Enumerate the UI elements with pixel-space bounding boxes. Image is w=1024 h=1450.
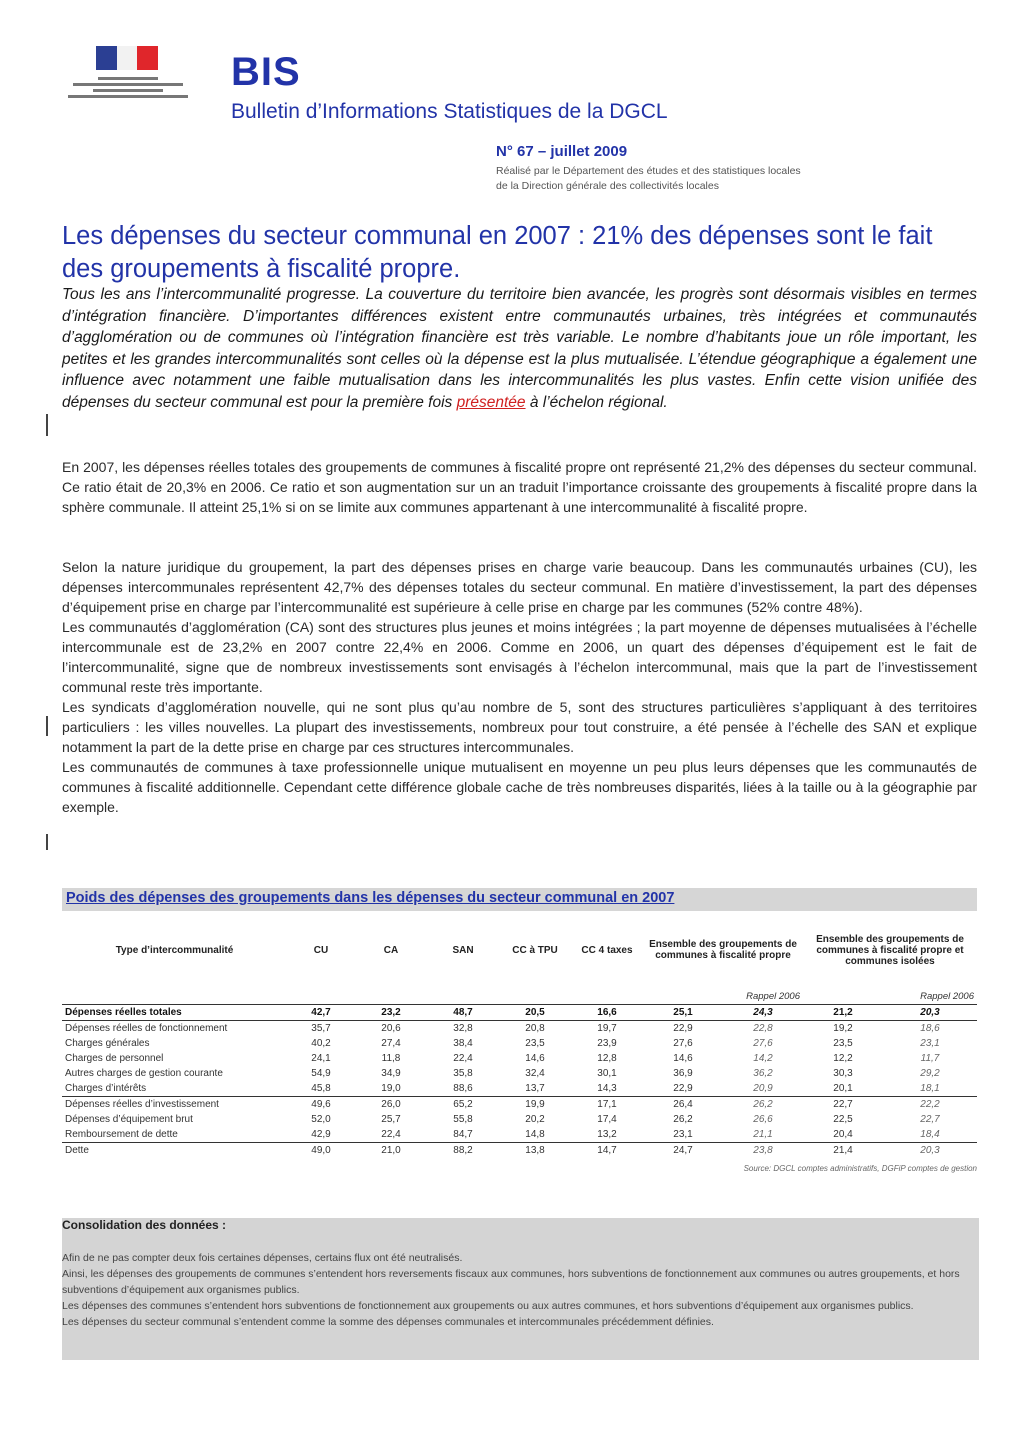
table-cell: 23,9 <box>597 1038 617 1049</box>
consolidation-line: Afin de ne pas compter deux fois certaines dépenses, certains flux ont été neutralisés. <box>62 1252 463 1264</box>
table-cell: 22,8 <box>753 1023 773 1034</box>
table-cell: 20,3 <box>920 1145 940 1156</box>
table-cell: 23,1 <box>920 1038 940 1049</box>
table-cell: 12,2 <box>833 1053 853 1064</box>
row-label: Dépenses réelles d’investissement <box>65 1099 219 1110</box>
consolidation-title: Consolidation des données : <box>62 1218 227 1232</box>
paragraph-group <box>62 557 977 817</box>
table-cell: 25,1 <box>643 1005 723 1021</box>
revision-bar <box>46 716 48 736</box>
row-label: Remboursement de dette <box>62 1127 287 1143</box>
table-cell: 13,8 <box>525 1145 545 1156</box>
table-cell: 26,0 <box>381 1099 401 1110</box>
table-cell: 20,4 <box>803 1127 883 1143</box>
table-cell: 55,8 <box>453 1114 473 1125</box>
revision-bar <box>46 414 48 436</box>
col-header-ca: CA <box>383 944 399 956</box>
table-cell: 23,1 <box>643 1127 723 1143</box>
table-cell: 17,1 <box>597 1099 617 1110</box>
table-cell: 42,7 <box>287 1005 355 1021</box>
table-cell: 21,2 <box>803 1005 883 1021</box>
table-cell: 20,3 <box>883 1005 977 1021</box>
table-row <box>62 1097 977 1113</box>
lead-text: Tous les ans l’intercommunalité progresse. La couverture du territoire bien avancée, les progrès sont désormais visibles en termes d’intégration financière. D’importantes différences existent entre communautés urbaines, très intégrées et communautés d’agglomération ou de communes où l’intégration financière est très variable. Le nombre d’habitants joue un rôle important, les petites et les grandes intercommunalités sont celles où la dépense est la plus mutualisée. L’étendue géographique a également une influence avec notamment une faible mutualisation dans les intercommunalités les plus vastes. Enfin cette vision unifiée des dépenses du secteur communal est pour la première fois <box>62 286 977 411</box>
data-table <box>62 911 977 1158</box>
row-label: Dette <box>65 1145 89 1156</box>
paragraph: Les syndicats d’agglomération nouvelle, qui ne sont plus qu’au nombre de 5, sont des structures particulières s’appliquant à des territoires particuliers : les villes nouvelles. La plupart des investissements, nombreux pour tout construire, a été pensée à l’échelle des SAN et explique notamment la part de la dette prise en charge par ces structures intercommunales. <box>62 699 977 755</box>
table-title: Poids des dépenses des groupements dans les dépenses du secteur communal en 2007 <box>62 888 977 911</box>
table-cell: 22,7 <box>833 1099 853 1110</box>
consolidation-body <box>62 1250 977 1330</box>
table-cell: 40,2 <box>311 1038 331 1049</box>
table-cell: 35,8 <box>453 1068 473 1079</box>
french-flag-icon <box>96 46 158 70</box>
table-cell: 23,2 <box>355 1005 427 1021</box>
table-cell: 27,4 <box>381 1038 401 1049</box>
table-row <box>62 1127 977 1143</box>
table-cell: 11,7 <box>920 1053 940 1064</box>
table-cell: 22,9 <box>643 1081 723 1097</box>
table-cell: 14,3 <box>571 1081 643 1097</box>
table-cell: 19,7 <box>597 1023 617 1034</box>
table-cell: 20,5 <box>499 1005 571 1021</box>
col-header-ensemble-groupements: Ensemble des groupements de communes à fiscalité propre <box>649 939 797 961</box>
table-cell: 26,2 <box>673 1114 693 1125</box>
col-header-type: Type d’intercommunalité <box>115 944 234 956</box>
table-cell: 22,9 <box>673 1023 693 1034</box>
paragraph: Selon la nature juridique du groupement, la part des dépenses prises en charge varie beaucoup. Dans les communautés urbaines (CU), les dépenses intercommunales représentent 42,7% des dépenses totales du secteur communal. En matière d’investissement, la part des dépenses d’équipement prise en charge par l’intercommunalité est supérieure à celle prise en charge par les communes (52% contre 48%). <box>62 559 977 615</box>
col-header-cctpu: CC à TPU <box>512 944 558 956</box>
table-cell: 52,0 <box>311 1114 331 1125</box>
table-row <box>62 1036 977 1051</box>
issue-number: N° 67 – juillet 2009 <box>496 143 628 160</box>
col-header-ensemble-secteur: Ensemble des groupements de communes à fiscalité propre et communes isolées <box>816 933 964 967</box>
consolidation-line: Les dépenses du secteur communal s’entendent comme la somme des dépenses communales et intercommunales précédemment définies. <box>62 1316 714 1328</box>
table-cell: 21,1 <box>723 1127 803 1143</box>
table-row <box>62 1143 977 1159</box>
table-cell: 12,8 <box>597 1053 617 1064</box>
table-cell: 30,3 <box>833 1068 853 1079</box>
table-cell: 16,6 <box>571 1005 643 1021</box>
table-cell: 24,3 <box>723 1005 803 1021</box>
rappel-label: Rappel 2006 <box>920 991 974 1002</box>
consolidation-line: Ainsi, les dépenses des groupements de communes s’entendent hors reversements fiscaux aux communes, hors subventions de fonctionnement aux communes ou autres groupements, et hors subventions d’équipement aux organismes publics. <box>62 1268 960 1296</box>
issue-note-line: Réalisé par le Département des études et des statistiques locales <box>496 165 801 177</box>
table-cell: 13,2 <box>571 1127 643 1143</box>
table-cell: 21,4 <box>833 1145 853 1156</box>
table-row <box>62 1081 977 1097</box>
table-cell: 19,0 <box>355 1081 427 1097</box>
table-cell: 49,0 <box>311 1145 331 1156</box>
table-cell: 14,7 <box>597 1145 617 1156</box>
table-cell: 14,6 <box>673 1053 693 1064</box>
table-cell: 20,6 <box>381 1023 401 1034</box>
table-row <box>62 1005 977 1021</box>
ministere-logo <box>58 44 198 114</box>
table-cell: 29,2 <box>920 1068 940 1079</box>
table-cell: 27,6 <box>673 1038 693 1049</box>
table-cell: 22,4 <box>453 1053 473 1064</box>
table-cell: 21,0 <box>381 1145 401 1156</box>
table-cell: 24,7 <box>673 1145 693 1156</box>
table-cell: 34,9 <box>381 1068 401 1079</box>
table-cell: 26,6 <box>753 1114 773 1125</box>
row-label: Autres charges de gestion courante <box>65 1068 223 1079</box>
row-label: Dépenses réelles de fonctionnement <box>65 1023 228 1034</box>
table-cell: 20,9 <box>723 1081 803 1097</box>
table-cell: 19,9 <box>525 1099 545 1110</box>
table-row <box>62 1051 977 1066</box>
row-label: Dépenses réelles totales <box>62 1005 287 1021</box>
table-cell: 18,4 <box>883 1127 977 1143</box>
table-row <box>62 1021 977 1037</box>
paragraph: Les communautés d’agglomération (CA) sont des structures plus jeunes et moins intégrées ; la part moyenne de dépenses mutualisées à l’échelle intercommunale est de 23,2% en 2007 contre 22,4% en 2006. Comme en 2006, un quart des dépenses d’équipement est le fait de l’intercommunalité, signe que de nombreux investissements sont envisagés à l’échelon intercommunal, mais que la part de l’investissement communal reste très importante. <box>62 619 977 695</box>
table-cell: 49,6 <box>311 1099 331 1110</box>
paragraph: Les communautés de communes à taxe professionnelle unique mutualisent en moyenne un peu plus leurs dépenses que les communautés de communes à fiscalité additionnelle. Cependant cette différence globale cache de très nombreuses disparités, liées à la taille ou à la géographie par exemple. <box>62 759 977 815</box>
col-header-cu: CU <box>313 944 329 956</box>
rappel-label: Rappel 2006 <box>746 991 800 1002</box>
table-cell: 13,7 <box>499 1081 571 1097</box>
table-cell: 25,7 <box>381 1114 401 1125</box>
row-label: Charges de personnel <box>65 1053 164 1064</box>
table-cell: 20,8 <box>525 1023 545 1034</box>
table-cell: 35,7 <box>311 1023 331 1034</box>
table-cell: 32,4 <box>525 1068 545 1079</box>
table-cell: 30,1 <box>597 1068 617 1079</box>
table-source: Source: DGCL comptes administratifs, DGFiP comptes de gestion <box>743 1164 977 1173</box>
table-cell: 23,5 <box>833 1038 853 1049</box>
article-title: Les dépenses du secteur communal en 2007 : 21% des dépenses sont le fait des groupements à fiscalité propre. <box>62 222 933 283</box>
table-cell: 65,2 <box>453 1099 473 1110</box>
table-cell: 38,4 <box>453 1038 473 1049</box>
table-cell: 20,2 <box>525 1114 545 1125</box>
col-header-san: SAN <box>452 944 474 956</box>
bulletin-subtitle: Bulletin d’Informations Statistiques de la DGCL <box>231 100 668 123</box>
table-cell: 27,6 <box>753 1038 773 1049</box>
table-cell: 88,6 <box>427 1081 499 1097</box>
row-label: Charges d’intérêts <box>62 1081 287 1097</box>
table-row <box>62 1066 977 1081</box>
table-cell: 11,8 <box>381 1053 401 1064</box>
table-cell: 18,6 <box>920 1023 940 1034</box>
table-cell: 36,9 <box>673 1068 693 1079</box>
lead-text-end: à l’échelon régional. <box>525 393 668 411</box>
table-row <box>62 1112 977 1127</box>
table-cell: 88,2 <box>453 1145 473 1156</box>
table-cell: 84,7 <box>427 1127 499 1143</box>
table-cell: 26,2 <box>753 1099 773 1110</box>
table-cell: 26,4 <box>673 1099 693 1110</box>
table-cell: 14,2 <box>753 1053 773 1064</box>
table-cell: 14,8 <box>499 1127 571 1143</box>
table-cell: 23,5 <box>525 1038 545 1049</box>
table-cell: 23,8 <box>753 1145 773 1156</box>
table-cell: 22,7 <box>920 1114 940 1125</box>
logo-text-lines <box>58 74 198 101</box>
consolidation-line: Les dépenses des communes s’entendent hors subventions de fonctionnement aux groupements ou aux autres communes, et hors subventions d’équipement aux organismes publics. <box>62 1300 914 1312</box>
table-cell: 42,9 <box>287 1127 355 1143</box>
lead-link[interactable]: présentée <box>456 393 526 411</box>
consolidation-box <box>62 1218 979 1360</box>
table-cell: 32,8 <box>453 1023 473 1034</box>
table-cell: 48,7 <box>427 1005 499 1021</box>
table-cell: 54,9 <box>311 1068 331 1079</box>
revision-bar <box>46 834 48 850</box>
table-cell: 36,2 <box>753 1068 773 1079</box>
col-header-cc4: CC 4 taxes <box>581 944 633 956</box>
table-cell: 18,1 <box>883 1081 977 1097</box>
table-cell: 14,6 <box>525 1053 545 1064</box>
table-cell: 22,2 <box>920 1099 940 1110</box>
table-cell: 17,4 <box>597 1114 617 1125</box>
data-table-section <box>62 888 977 1173</box>
issue-note-line: de la Direction générale des collectivités locales <box>496 180 719 192</box>
article-lead <box>62 284 977 413</box>
issue-note <box>496 164 916 194</box>
bis-title: BIS <box>231 50 301 94</box>
table-cell: 45,8 <box>287 1081 355 1097</box>
table-cell: 22,5 <box>833 1114 853 1125</box>
row-label: Charges générales <box>65 1038 150 1049</box>
table-cell: 22,4 <box>355 1127 427 1143</box>
table-cell: 20,1 <box>803 1081 883 1097</box>
paragraph: En 2007, les dépenses réelles totales des groupements de communes à fiscalité propre ont représenté 21,2% des dépenses du secteur communal. Ce ratio était de 20,3% en 2006. Ce ratio et son augmentation sur un an traduit l’importance croissante des groupements à fiscalité propre dans la sphère communale. Il atteint 25,1% si on se limite aux communes appartenant à une intercommunalité à fiscalité propre. <box>62 459 977 515</box>
table-cell: 19,2 <box>833 1023 853 1034</box>
table-cell: 24,1 <box>311 1053 331 1064</box>
row-label: Dépenses d’équipement brut <box>65 1114 193 1125</box>
